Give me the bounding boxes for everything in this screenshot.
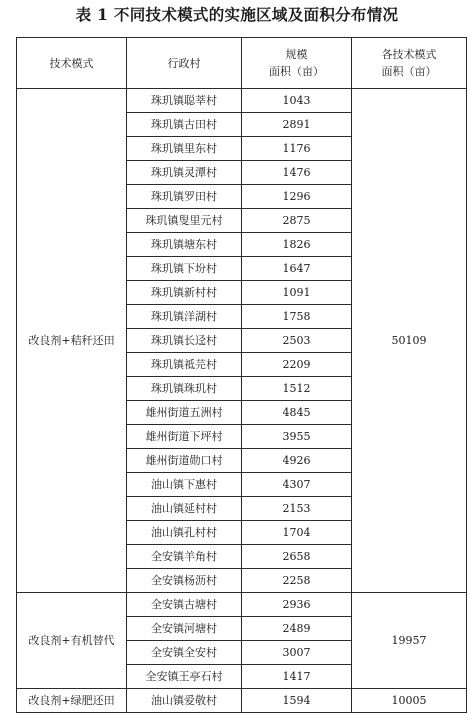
area-cell: 2503 (242, 329, 352, 353)
technique-mode-cell: 改良剂+秸秆还田 (17, 89, 127, 593)
area-cell: 1476 (242, 161, 352, 185)
village-cell: 珠玑镇灵潭村 (127, 161, 242, 185)
village-cell: 珠玑镇珠玑村 (127, 377, 242, 401)
village-cell: 油山镇下惠村 (127, 473, 242, 497)
mode-total-area-cell: 50109 (352, 89, 467, 593)
area-cell: 2489 (242, 617, 352, 641)
village-cell: 雄州街道勋口村 (127, 449, 242, 473)
village-cell: 珠玑镇罗田村 (127, 185, 242, 209)
village-cell: 珠玑镇聪莘村 (127, 89, 242, 113)
area-cell: 4307 (242, 473, 352, 497)
area-cell: 2258 (242, 569, 352, 593)
area-cell: 2209 (242, 353, 352, 377)
village-cell: 油山镇孔村村 (127, 521, 242, 545)
header-village: 行政村 (127, 38, 242, 89)
area-cell: 1176 (242, 137, 352, 161)
technique-mode-cell: 改良剂+绿肥还田 (17, 689, 127, 713)
area-cell: 1296 (242, 185, 352, 209)
area-cell: 4926 (242, 449, 352, 473)
area-cell: 2891 (242, 113, 352, 137)
table-row (17, 89, 467, 113)
village-cell: 珠玑镇长迳村 (127, 329, 242, 353)
village-cell: 珠玑镇洋湖村 (127, 305, 242, 329)
area-cell: 1091 (242, 281, 352, 305)
area-cell: 2875 (242, 209, 352, 233)
area-cell: 1758 (242, 305, 352, 329)
area-cell: 1043 (242, 89, 352, 113)
technique-mode-cell: 改良剂+有机替代 (17, 593, 127, 689)
mode-total-area-cell: 10005 (352, 689, 467, 713)
header-mode-total-area: 各技术模式 面积（亩） (352, 38, 467, 89)
table-row (17, 689, 467, 713)
village-cell: 全安镇杨沥村 (127, 569, 242, 593)
area-distribution-table (16, 37, 467, 713)
table-header-row (17, 38, 467, 89)
area-cell: 1647 (242, 257, 352, 281)
area-cell: 2153 (242, 497, 352, 521)
area-cell: 1512 (242, 377, 352, 401)
area-cell: 1594 (242, 689, 352, 713)
area-cell: 4845 (242, 401, 352, 425)
table-row (17, 593, 467, 617)
page-title: 表 1 不同技术模式的实施区域及面积分布情况 (75, 5, 399, 24)
area-cell: 1417 (242, 665, 352, 689)
mode-total-area-cell: 19957 (352, 593, 467, 689)
village-cell: 油山镇爱敬村 (127, 689, 242, 713)
area-cell: 3955 (242, 425, 352, 449)
village-cell: 雄州街道下坪村 (127, 425, 242, 449)
area-cell: 3007 (242, 641, 352, 665)
village-cell: 全安镇王亭石村 (127, 665, 242, 689)
header-scale-area: 规模 面积（亩） (242, 38, 352, 89)
village-cell: 珠玑镇新村村 (127, 281, 242, 305)
village-cell: 全安镇全安村 (127, 641, 242, 665)
village-cell: 雄州街道五洲村 (127, 401, 242, 425)
village-cell: 珠玑镇塘东村 (127, 233, 242, 257)
village-cell: 全安镇羊角村 (127, 545, 242, 569)
area-cell: 1704 (242, 521, 352, 545)
village-cell: 珠玑镇叟里元村 (127, 209, 242, 233)
village-cell: 珠玑镇下坋村 (127, 257, 242, 281)
header-mode: 技术模式 (17, 38, 127, 89)
village-cell: 珠玑镇古田村 (127, 113, 242, 137)
area-cell: 1826 (242, 233, 352, 257)
area-cell: 2936 (242, 593, 352, 617)
village-cell: 油山镇延村村 (127, 497, 242, 521)
area-cell: 2658 (242, 545, 352, 569)
village-cell: 全安镇古塘村 (127, 593, 242, 617)
village-cell: 全安镇河塘村 (127, 617, 242, 641)
village-cell: 珠玑镇里东村 (127, 137, 242, 161)
table-body (17, 89, 467, 713)
village-cell: 珠玑镇祗芫村 (127, 353, 242, 377)
